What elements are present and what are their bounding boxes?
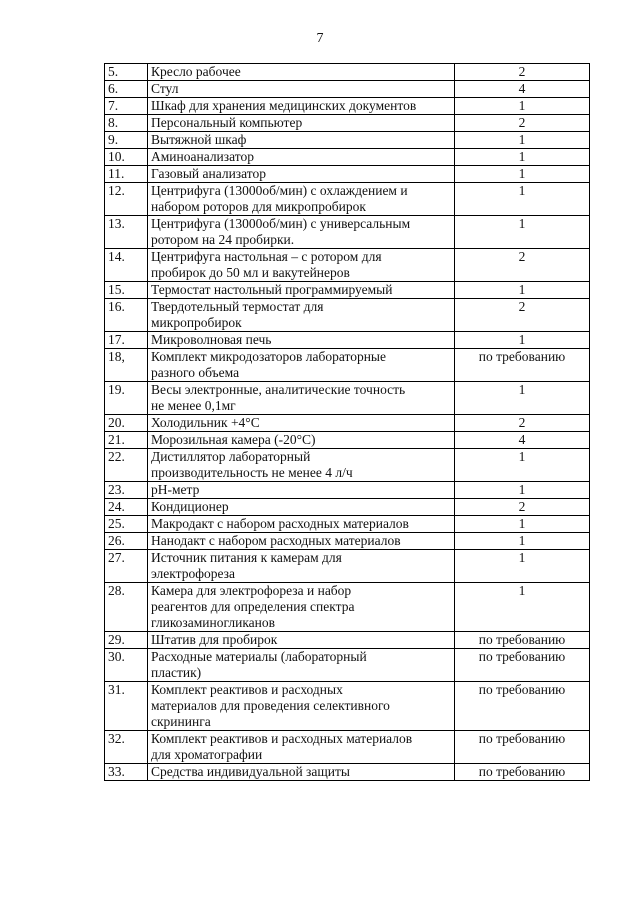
item-quantity: 2 [455, 415, 590, 432]
item-name-line: Персональный компьютер [151, 115, 303, 130]
table-row [105, 449, 590, 482]
item-number: 17. [105, 332, 148, 349]
item-quantity: 1 [455, 550, 590, 583]
item-quantity: 1 [455, 183, 590, 216]
table-row [105, 550, 590, 583]
item-name [148, 183, 455, 216]
item-name-line: Кондиционер [151, 499, 229, 514]
item-quantity: 1 [455, 583, 590, 632]
table-row [105, 632, 590, 649]
item-number: 25. [105, 516, 148, 533]
table-row [105, 533, 590, 550]
item-number: 9. [105, 132, 148, 149]
item-name-line: материалов для проведения селективного [151, 698, 390, 713]
table-row [105, 282, 590, 299]
item-quantity: 1 [455, 516, 590, 533]
item-number: 6. [105, 81, 148, 98]
item-quantity: 1 [455, 98, 590, 115]
item-number: 11. [105, 166, 148, 183]
item-quantity: по требованию [455, 764, 590, 781]
item-name [148, 115, 455, 132]
item-name-line: Центрифуга (13000об/мин) с охлаждением и [151, 183, 408, 198]
item-number: 29. [105, 632, 148, 649]
item-number: 20. [105, 415, 148, 432]
item-name [148, 533, 455, 550]
item-name-line: Холодильник +4°С [151, 415, 260, 430]
item-name-line: Вытяжной шкаф [151, 132, 247, 147]
item-quantity: 1 [455, 216, 590, 249]
item-number: 32. [105, 731, 148, 764]
item-name-line: Расходные материалы (лабораторный [151, 649, 367, 664]
page-number: 7 [316, 31, 324, 46]
item-name [148, 415, 455, 432]
item-quantity: 1 [455, 166, 590, 183]
item-name-line: Штатив для пробирок [151, 632, 278, 647]
item-name-line: производительность не менее 4 л/ч [151, 465, 353, 480]
item-quantity: по требованию [455, 649, 590, 682]
item-name-line: микропробирок [151, 315, 242, 330]
item-name-line: не менее 0,1мг [151, 398, 236, 413]
equipment-table [104, 63, 590, 781]
item-number: 14. [105, 249, 148, 282]
item-name-line: Комплект реактивов и расходных [151, 682, 343, 697]
item-name [148, 382, 455, 415]
item-name-line: скрининга [151, 714, 211, 729]
item-name-line: Источник питания к камерам для [151, 550, 342, 565]
table-row [105, 649, 590, 682]
item-name-line: Твердотельный термостат для [151, 299, 324, 314]
item-name-line: реагентов для определения спектра [151, 599, 355, 614]
item-number: 10. [105, 149, 148, 166]
item-name-line: Центрифуга настольная – с ротором для [151, 249, 382, 264]
item-name [148, 299, 455, 332]
item-name-line: Стул [151, 81, 179, 96]
item-quantity: 2 [455, 115, 590, 132]
item-number: 27. [105, 550, 148, 583]
item-number: 7. [105, 98, 148, 115]
item-name-line: ротором на 24 пробирки. [151, 232, 295, 247]
item-name-line: Центрифуга (13000об/мин) с универсальным [151, 216, 411, 231]
item-name-line: Нанодакт с набором расходных материалов [151, 533, 401, 548]
item-name [148, 282, 455, 299]
item-name-line: гликозаминогликанов [151, 615, 276, 630]
item-quantity: 1 [455, 149, 590, 166]
table-row [105, 415, 590, 432]
table-row [105, 499, 590, 516]
item-quantity: 1 [455, 132, 590, 149]
item-quantity: 2 [455, 499, 590, 516]
item-name-line: Шкаф для хранения медицинских документов [151, 98, 417, 113]
item-number: 21. [105, 432, 148, 449]
table-row [105, 332, 590, 349]
item-quantity: 4 [455, 81, 590, 98]
item-name-line: пробирок до 50 мл и вакутейнеров [151, 265, 350, 280]
item-name-line: Дистиллятор лабораторный [151, 449, 311, 464]
item-quantity: 4 [455, 432, 590, 449]
table-row [105, 166, 590, 183]
item-name [148, 632, 455, 649]
item-number: 26. [105, 533, 148, 550]
item-name [148, 332, 455, 349]
item-name-line: Газовый анализатор [151, 166, 266, 181]
item-name [148, 583, 455, 632]
item-name-line: разного объема [151, 365, 240, 380]
item-name [148, 149, 455, 166]
item-number: 18, [105, 349, 148, 382]
item-name [148, 81, 455, 98]
table-row [105, 98, 590, 115]
item-quantity: 1 [455, 332, 590, 349]
item-number: 12. [105, 183, 148, 216]
item-name [148, 449, 455, 482]
item-name-line: Морозильная камера (-20°С) [151, 432, 316, 447]
table-row [105, 482, 590, 499]
item-name [148, 98, 455, 115]
item-name-line: пластик) [151, 665, 202, 680]
item-quantity: 1 [455, 282, 590, 299]
item-quantity: по требованию [455, 632, 590, 649]
item-number: 13. [105, 216, 148, 249]
table-row [105, 682, 590, 731]
item-name-line: Аминоанализатор [151, 149, 254, 164]
table-row [105, 64, 590, 81]
item-name [148, 132, 455, 149]
equipment-table-body [105, 64, 590, 781]
item-name [148, 649, 455, 682]
item-name [148, 349, 455, 382]
item-name [148, 432, 455, 449]
item-number: 30. [105, 649, 148, 682]
item-name-line: Комплект реактивов и расходных материалов [151, 731, 413, 746]
item-number: 31. [105, 682, 148, 731]
item-name [148, 482, 455, 499]
item-quantity: 1 [455, 449, 590, 482]
table-row [105, 115, 590, 132]
item-name [148, 731, 455, 764]
item-name [148, 550, 455, 583]
item-number: 5. [105, 64, 148, 81]
table-row [105, 183, 590, 216]
table-row [105, 149, 590, 166]
table-row [105, 516, 590, 533]
item-quantity: по требованию [455, 682, 590, 731]
item-quantity: по требованию [455, 731, 590, 764]
table-row [105, 132, 590, 149]
item-name-line: электрофореза [151, 566, 235, 581]
item-name-line: для хроматографии [151, 747, 263, 762]
item-name-line: Макродакт с набором расходных материалов [151, 516, 409, 531]
item-number: 33. [105, 764, 148, 781]
item-name-line: Средства индивидуальной защиты [151, 764, 350, 779]
item-number: 28. [105, 583, 148, 632]
item-quantity: 1 [455, 382, 590, 415]
item-quantity: 2 [455, 249, 590, 282]
item-name-line: Камера для электрофореза и набор [151, 583, 352, 598]
item-quantity: 1 [455, 533, 590, 550]
item-name-line: Комплект микродозаторов лабораторные [151, 349, 386, 364]
item-number: 16. [105, 299, 148, 332]
table-row [105, 299, 590, 332]
item-name [148, 64, 455, 81]
table-row [105, 583, 590, 632]
table-row [105, 349, 590, 382]
item-number: 15. [105, 282, 148, 299]
table-row [105, 731, 590, 764]
item-name [148, 682, 455, 731]
item-number: 24. [105, 499, 148, 516]
table-row [105, 382, 590, 415]
table-row [105, 216, 590, 249]
item-name-line: Термостат настольный программируемый [151, 282, 393, 297]
item-number: 8. [105, 115, 148, 132]
item-number: 19. [105, 382, 148, 415]
table-row [105, 249, 590, 282]
table-row [105, 81, 590, 98]
item-quantity: 2 [455, 64, 590, 81]
item-name [148, 166, 455, 183]
item-name [148, 249, 455, 282]
item-name [148, 764, 455, 781]
item-name [148, 216, 455, 249]
item-name [148, 499, 455, 516]
item-name-line: рН-метр [151, 482, 200, 497]
table-row [105, 432, 590, 449]
item-quantity: 1 [455, 482, 590, 499]
item-name-line: Кресло рабочее [151, 64, 241, 79]
item-name-line: Микроволновая печь [151, 332, 272, 347]
item-name-line: набором роторов для микропробирок [151, 199, 366, 214]
item-quantity: 2 [455, 299, 590, 332]
item-name-line: Весы электронные, аналитические точность [151, 382, 406, 397]
item-number: 22. [105, 449, 148, 482]
item-name [148, 516, 455, 533]
table-row [105, 764, 590, 781]
item-quantity: по требованию [455, 349, 590, 382]
item-number: 23. [105, 482, 148, 499]
